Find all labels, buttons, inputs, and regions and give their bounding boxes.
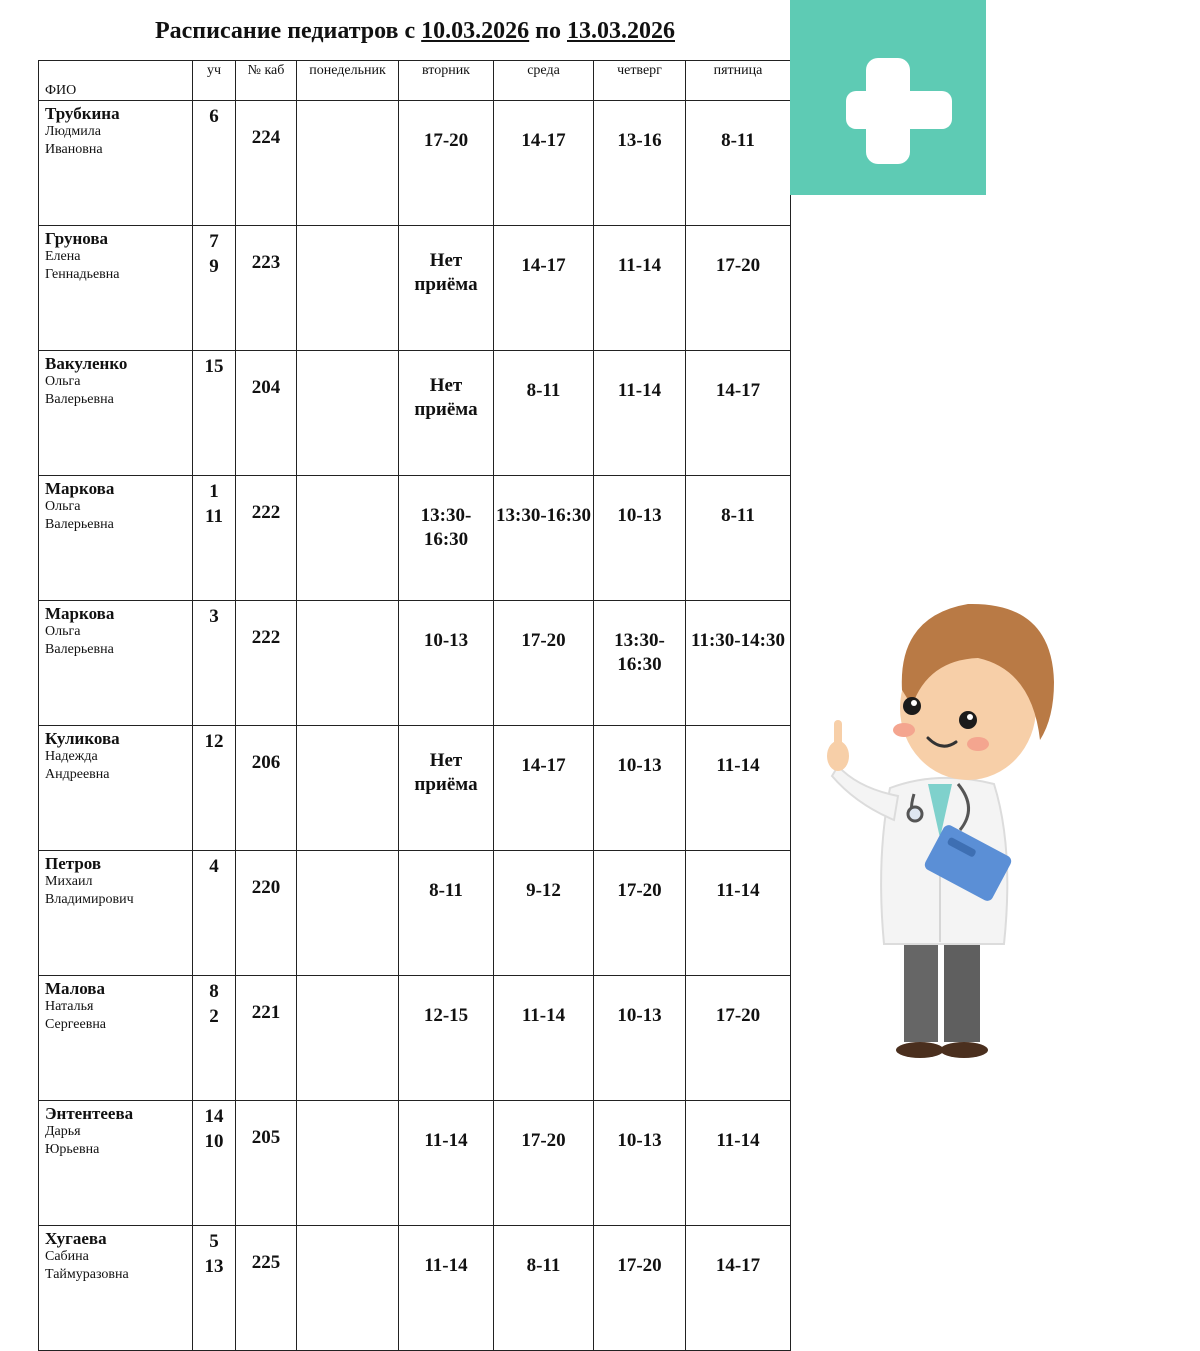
title-middle: по: [535, 18, 561, 44]
district-number: 5: [209, 1231, 219, 1252]
doctor-first-name: Надежда: [45, 749, 98, 764]
schedule-cell-mon: [297, 226, 399, 351]
district-cell: [193, 476, 236, 601]
schedule-cell-fri: 11-14: [686, 851, 791, 976]
table-row: [39, 476, 791, 601]
doctor-patronymic: Валерьевна: [45, 642, 114, 657]
header-monday: понедельник: [297, 61, 399, 101]
room-cell: 220: [236, 851, 297, 976]
schedule-cell-wed: 11-14: [494, 976, 594, 1101]
doctor-first-name: Людмила: [45, 124, 101, 139]
district-cell: [193, 1226, 236, 1351]
room-cell: 204: [236, 351, 297, 476]
schedule-cell-mon: [297, 1101, 399, 1226]
title-prefix: Расписание педиатров с: [154, 18, 416, 44]
district-number: 15: [204, 356, 224, 377]
schedule-cell-wed: 8-11: [494, 1226, 594, 1351]
schedule-cell-fri: 14-17: [686, 1226, 791, 1351]
schedule-cell-thu: 17-20: [594, 851, 686, 976]
schedule-cell-mon: [297, 101, 399, 226]
medical-plus-badge: [790, 0, 986, 195]
schedule-cell-fri: 11-14: [686, 1101, 791, 1226]
doctor-name-cell: [39, 1101, 193, 1226]
table-row: [39, 976, 791, 1101]
room-cell: 222: [236, 476, 297, 601]
schedule-cell-wed: 13:30-16:30: [494, 476, 594, 601]
schedule-cell-tue: 10-13: [399, 601, 494, 726]
doctor-name-cell: [39, 976, 193, 1101]
header-fio: ФИО: [39, 61, 193, 101]
district-number: 11: [205, 506, 223, 527]
schedule-cell-wed: 17-20: [494, 1101, 594, 1226]
schedule-cell-mon: [297, 851, 399, 976]
schedule-cell-thu: 11-14: [594, 226, 686, 351]
schedule-cell-thu: 11-14: [594, 351, 686, 476]
district-number: 1: [209, 481, 219, 502]
schedule-cell-tue: 13:30-16:30: [399, 476, 494, 601]
doctor-surname: Петров: [45, 854, 102, 873]
district-cell: [193, 351, 236, 476]
doctor-surname: Грунова: [45, 229, 109, 248]
doctor-surname: Маркова: [45, 479, 115, 498]
room-cell: 206: [236, 726, 297, 851]
schedule-cell-wed: 17-20: [494, 601, 594, 726]
doctor-patronymic: Валерьевна: [45, 517, 114, 532]
schedule-cell-thu: 10-13: [594, 1101, 686, 1226]
district-number: 2: [209, 1006, 219, 1027]
room-cell: 205: [236, 1101, 297, 1226]
schedule-cell-fri: 17-20: [686, 976, 791, 1101]
schedule-cell-tue: Нет приёма: [399, 726, 494, 851]
schedule-table: [38, 60, 791, 1351]
district-number: 9: [209, 256, 219, 277]
district-number: 10: [204, 1131, 224, 1152]
header-uch: уч: [193, 61, 236, 101]
doctor-first-name: Ольга: [45, 374, 81, 389]
schedule-cell-wed: 14-17: [494, 226, 594, 351]
doctor-first-name: Ольга: [45, 624, 81, 639]
schedule-cell-fri: 11-14: [686, 726, 791, 851]
doctor-surname: Маркова: [45, 604, 115, 623]
schedule-cell-wed: 14-17: [494, 726, 594, 851]
district-number: 4: [209, 856, 219, 877]
district-number: 3: [209, 606, 219, 627]
schedule-cell-tue: 11-14: [399, 1226, 494, 1351]
room-cell: 221: [236, 976, 297, 1101]
header-room: № каб: [236, 61, 297, 101]
schedule-cell-fri: 8-11: [686, 476, 791, 601]
doctor-surname: Хугаева: [45, 1229, 107, 1248]
schedule-cell-thu: 10-13: [594, 726, 686, 851]
room-cell: 224: [236, 101, 297, 226]
schedule-cell-thu: 10-13: [594, 976, 686, 1101]
schedule-cell-wed: 9-12: [494, 851, 594, 976]
doctor-first-name: Ольга: [45, 499, 81, 514]
schedule-cell-thu: 13:30-16:30: [594, 601, 686, 726]
schedule-cell-tue: 11-14: [399, 1101, 494, 1226]
schedule-cell-tue: Нет приёма: [399, 226, 494, 351]
schedule-cell-mon: [297, 351, 399, 476]
district-cell: [193, 101, 236, 226]
doctor-name-cell: [39, 851, 193, 976]
doctor-surname: Энтентеева: [45, 1104, 134, 1123]
doctor-first-name: Сабина: [45, 1249, 89, 1264]
schedule-cell-fri: 17-20: [686, 226, 791, 351]
schedule-cell-mon: [297, 1226, 399, 1351]
doctor-patronymic: Юрьевна: [45, 1142, 100, 1157]
doctor-name-cell: [39, 101, 193, 226]
room-cell: 222: [236, 601, 297, 726]
doctor-patronymic: Андреевна: [45, 767, 110, 782]
district-number: 7: [209, 231, 219, 252]
title-date-to: 13.03.2026: [567, 18, 675, 44]
doctor-patronymic: Таймуразовна: [45, 1267, 129, 1282]
doctor-patronymic: Ивановна: [45, 142, 103, 157]
district-cell: [193, 1101, 236, 1226]
room-cell: 223: [236, 226, 297, 351]
medical-plus-icon: [790, 0, 986, 195]
schedule-cell-fri: 11:30-14:30: [686, 601, 791, 726]
room-cell: 225: [236, 1226, 297, 1351]
doctor-name-cell: [39, 226, 193, 351]
schedule-cell-wed: 8-11: [494, 351, 594, 476]
header-row: [39, 61, 791, 101]
doctor-illustration: [818, 598, 1068, 1060]
schedule-cell-tue: Нет приёма: [399, 351, 494, 476]
table-row: [39, 226, 791, 351]
header-thursday: четверг: [594, 61, 686, 101]
district-number: 13: [204, 1256, 224, 1277]
doctor-name-cell: [39, 351, 193, 476]
doctor-name-cell: [39, 1226, 193, 1351]
district-cell: [193, 976, 236, 1101]
doctor-first-name: Наталья: [45, 999, 94, 1014]
schedule-cell-fri: 14-17: [686, 351, 791, 476]
page-title: [40, 18, 790, 45]
doctor-name-cell: [39, 476, 193, 601]
doctor-name-cell: [39, 726, 193, 851]
district-cell: [193, 601, 236, 726]
table-row: [39, 351, 791, 476]
table-row: [39, 601, 791, 726]
doctor-name-cell: [39, 601, 193, 726]
doctor-patronymic: Владимирович: [45, 892, 134, 907]
table-row: [39, 851, 791, 976]
doctor-patronymic: Валерьевна: [45, 392, 114, 407]
doctor-first-name: Елена: [45, 249, 81, 264]
doctor-patronymic: Сергеевна: [45, 1017, 107, 1032]
schedule-cell-mon: [297, 601, 399, 726]
table-row: [39, 1226, 791, 1351]
title-date-from: 10.03.2026: [421, 18, 530, 44]
doctor-surname: Вакуленко: [45, 354, 128, 373]
district-cell: [193, 726, 236, 851]
header-tuesday: вторник: [399, 61, 494, 101]
doctor-surname: Трубкина: [45, 104, 120, 123]
schedule-cell-tue: 8-11: [399, 851, 494, 976]
schedule-cell-mon: [297, 476, 399, 601]
header-friday: пятница: [686, 61, 791, 101]
district-number: 12: [204, 731, 224, 752]
schedule-cell-wed: 14-17: [494, 101, 594, 226]
doctor-surname: Малова: [45, 979, 105, 998]
table-row: [39, 1101, 791, 1226]
table-row: [39, 101, 791, 226]
doctor-surname: Куликова: [45, 729, 120, 748]
district-cell: [193, 851, 236, 976]
doctor-first-name: Дарья: [45, 1124, 81, 1139]
district-cell: [193, 226, 236, 351]
schedule-cell-thu: 17-20: [594, 1226, 686, 1351]
schedule-cell-mon: [297, 976, 399, 1101]
district-number: 8: [209, 981, 219, 1002]
district-number: 6: [209, 106, 219, 127]
schedule-cell-fri: 8-11: [686, 101, 791, 226]
doctor-first-name: Михаил: [45, 874, 93, 889]
schedule-cell-thu: 13-16: [594, 101, 686, 226]
district-number: 14: [204, 1106, 224, 1127]
schedule-cell-thu: 10-13: [594, 476, 686, 601]
header-wednesday: среда: [494, 61, 594, 101]
doctor-patronymic: Геннадьевна: [45, 267, 120, 282]
schedule-cell-tue: 12-15: [399, 976, 494, 1101]
table-row: [39, 726, 791, 851]
schedule-cell-mon: [297, 726, 399, 851]
schedule-cell-tue: 17-20: [399, 101, 494, 226]
